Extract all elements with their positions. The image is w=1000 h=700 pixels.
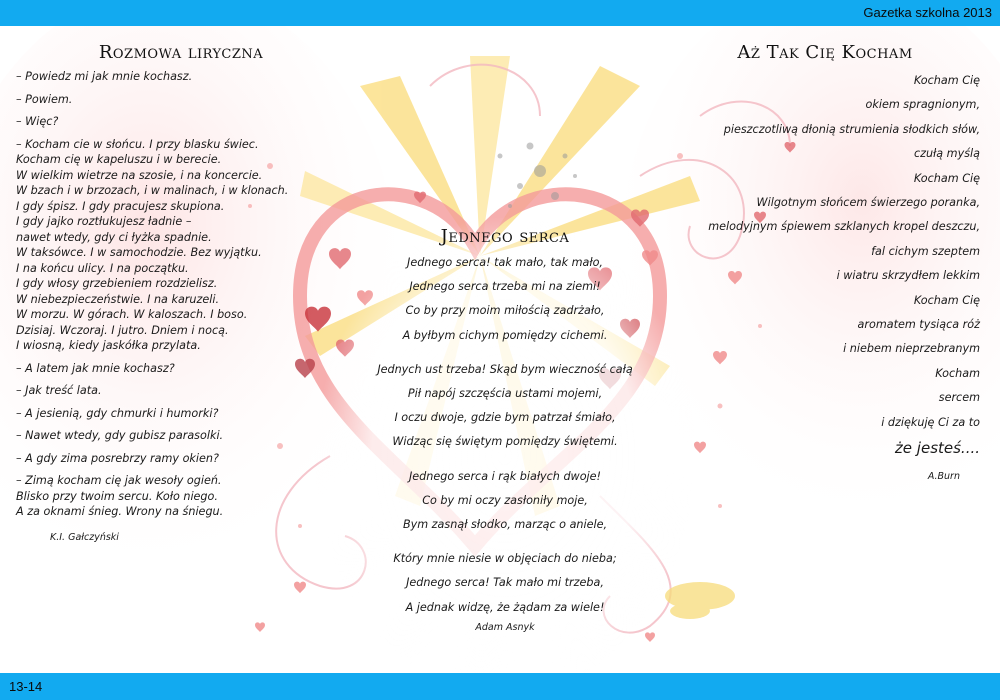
poem-line: I wiosną, kiedy jaskółka przylata.: [16, 339, 201, 352]
poem-title: Jednego serca: [440, 226, 570, 247]
top-bar: [0, 0, 1000, 26]
poem-line: Kocham Cię: [913, 74, 980, 87]
poem-line: Dzisiaj. Wczoraj. I jutro. Dniem i nocą.: [16, 323, 229, 337]
poem-line: Jednych ust trzeba! Skąd bym wieczność całą: [377, 362, 633, 376]
poem-line: sercem: [938, 391, 980, 405]
poem-line: I oczu dwoje, gdzie bym patrzał śmiało,: [394, 411, 616, 425]
poem-line: Wilgotnym słońcem świerzego poranka,: [756, 196, 980, 210]
poem-line: Widząc się świętym pomiędzy świętemi.: [392, 435, 618, 449]
poem-line: – Powiedz mi jak mnie kochasz.: [16, 70, 193, 83]
poem-author: A.Burn: [927, 471, 960, 483]
poem-line: W bzach i w brzozach, i w malinach, i w klonach.: [16, 184, 289, 197]
poem-line: aromatem tysiąca róż: [857, 318, 980, 332]
poem-line: Co by mi oczy zasłoniły moje,: [422, 493, 588, 507]
poem-line: I gdy śpisz. I gdy pracujesz skupiona.: [16, 199, 225, 213]
poem-az-tak-cie-kocham: [690, 42, 980, 490]
poem-line: W taksówce. I w samochodzie. Bez wyjątku.: [16, 246, 262, 259]
poem-line: Jednego serca i rąk białych dwoje!: [408, 469, 602, 483]
poem-title: Rozmowa liryczna: [98, 42, 264, 63]
poem-line: – A jesienią, gdy chmurki i humorki?: [16, 406, 219, 420]
poem-line: Blisko przy twoim sercu. Koło niego.: [16, 489, 218, 503]
poem-line: fal cichym szeptem: [871, 244, 980, 258]
poem-line: – Kocham cie w słońcu. I przy blasku świec.: [16, 137, 259, 151]
poem-line: Kocham Cię: [913, 293, 980, 307]
newsletter-title: Gazetka szkolna 2013: [863, 5, 992, 20]
poem-author: Adam Asnyk: [475, 621, 535, 633]
poem-line: – Nawet wtedy, gdy gubisz parasolki.: [16, 429, 224, 442]
poem-line: Bym zasnął słodko, marząc o aniele,: [402, 518, 608, 532]
poem-line: W wielkim wietrze na szosie, i na koncercie.: [16, 168, 263, 182]
poem-line: Kocham cię w kapeluszu i w berecie.: [16, 153, 222, 166]
poem-line: – A latem jak mnie kochasz?: [16, 361, 175, 375]
poem-rozmowa-liryczna: [16, 42, 336, 545]
poem-line: Kocham: [935, 366, 980, 380]
poem-line: melodyjnym śpiewem szklanych kropel deszczu,: [708, 220, 980, 234]
poem-title: Aż Tak Cię Kocham: [737, 42, 913, 63]
poem-line: Kocham Cię: [913, 171, 980, 185]
poem-author: K.I. Gałczyński: [50, 531, 119, 543]
poem-line: Pił napój szczęścia ustami mojemi,: [407, 387, 603, 401]
poem-line: pieszczotliwą dłonią strumienia słodkich słów,: [723, 122, 980, 136]
poem-line: – Zimą kocham cię jak wesoły ogień.: [16, 474, 222, 487]
poem-line: że jesteś....: [894, 439, 980, 458]
poem-line: Jednego serca! Tak mało mi trzeba,: [406, 576, 604, 590]
poem-line: W morzu. W górach. W kaloszach. I boso.: [16, 308, 248, 321]
poem-line: – Więc?: [16, 115, 59, 128]
poem-line: nawet wtedy, gdy ci łyżka spadnie.: [16, 230, 212, 244]
bottom-bar: [0, 673, 1000, 700]
poem-line: A za oknami śnieg. Wrony na śniegu.: [16, 505, 224, 518]
poem-line: i wiatru skrzydłem lekkim: [836, 269, 980, 283]
poem-line: – Jak treść lata.: [16, 384, 102, 397]
poem-line: – Powiem.: [16, 92, 73, 106]
page-numbers: 13-14: [9, 679, 43, 694]
poem-jednego-serca: [340, 226, 670, 636]
poem-line: I gdy włosy grzebieniem rozdzielisz.: [16, 277, 218, 290]
poem-line: A byłbym cichym pomiędzy cichemi.: [402, 328, 608, 342]
poem-line: Co by przy moim miłością zadrżało,: [405, 304, 605, 318]
poem-line: A jednak widzę, że żądam za wiele!: [405, 600, 605, 614]
poem-line: Jednego serca trzeba mi na ziemi!: [409, 280, 601, 294]
poem-line: Jednego serca! tak mało, tak mało,: [407, 256, 603, 269]
poem-line: W niebezpieczeństwie. I na karuzeli.: [16, 292, 220, 306]
poem-line: i niebem nieprzebranym: [843, 342, 980, 356]
poem-line: – A gdy zima posrebrzy ramy okien?: [16, 451, 219, 465]
poem-line: I na końcu ulicy. I na początku.: [16, 261, 189, 275]
poem-line: okiem spragnionym,: [865, 98, 980, 112]
poem-line: czułą myślą: [913, 147, 980, 161]
poem-line: I gdy jajko roztłukujesz ładnie –: [16, 215, 192, 228]
poem-line: Który mnie niesie w objęciach do nieba;: [393, 552, 617, 566]
poem-line: i dziękuję Ci za to: [881, 415, 980, 429]
